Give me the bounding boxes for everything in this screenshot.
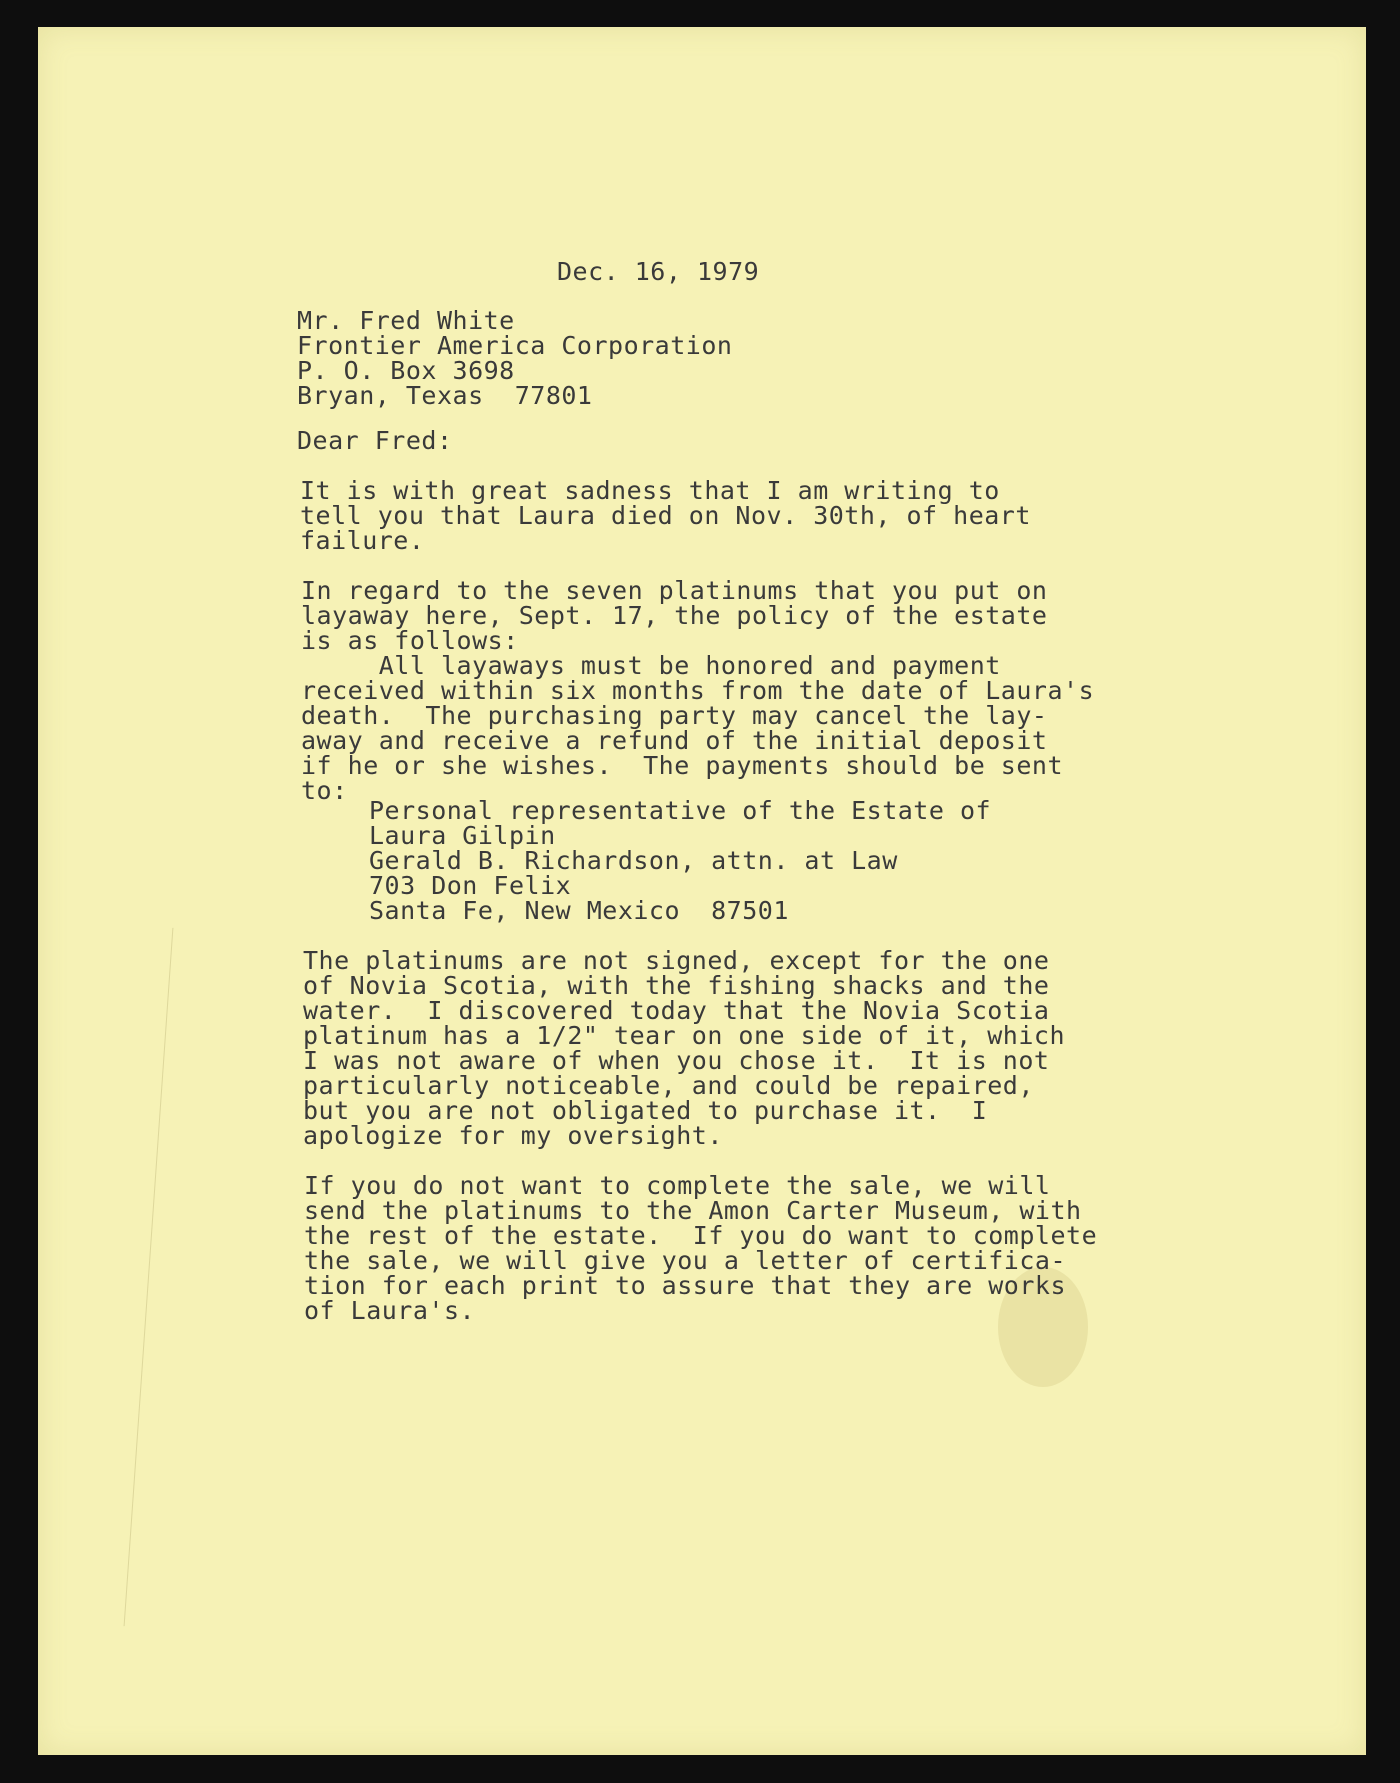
paragraph-line: particularly noticeable, and could be repaired, [303,1071,1034,1100]
paragraph-line: the sale, we will give you a letter of certifica- [304,1246,1067,1275]
payee-line: Laura Gilpin [369,821,556,850]
paragraph-line: if he or she wishes. The payments should be sent [301,751,1064,780]
paragraph-line: In regard to the seven platinums that you put on [301,576,1048,605]
paragraph-line: of Laura's. [304,1296,476,1325]
paragraph-line: away and receive a refund of the initial deposit [301,726,1048,755]
paragraph-line: tell you that Laura died on Nov. 30th, of heart [300,501,1031,530]
address-line: Frontier America Corporation [297,331,733,360]
paragraph-line: but you are not obligated to purchase it. I [303,1096,988,1125]
address-line: Bryan, Texas 77801 [297,381,593,410]
paragraph-line: the rest of the estate. If you do want to complete [304,1221,1098,1250]
address-line: P. O. Box 3698 [297,356,515,385]
paragraph-line: It is with great sadness that I am writing to [300,476,1000,505]
letter-body [38,27,1366,1361]
paragraph-line: layaway here, Sept. 17, the policy of the estate [301,601,1048,630]
salutation: Dear Fred: [297,426,453,455]
paragraph-line: I was not aware of when you chose it. It is not [303,1046,1050,1075]
letter-date: Dec. 16, 1979 [557,257,760,286]
paragraph-line: of Novia Scotia, with the fishing shacks and the [303,971,1050,1000]
paragraph-line: tion for each print to assure that they are works [304,1271,1067,1300]
paragraph-line: to: [301,776,348,805]
paragraph-line: All layaways must be honored and payment [301,651,1001,680]
paragraph-line: water. I discovered today that the Novia Scotia [303,996,1050,1025]
paragraph-line: is as follows: [301,626,519,655]
paragraph-line: If you do not want to complete the sale, we will [304,1171,1051,1200]
address-line: Mr. Fred White [297,306,515,335]
payee-line: Gerald B. Richardson, attn. at Law [369,846,898,875]
payee-line: Santa Fe, New Mexico 87501 [369,896,789,925]
payee-line: 703 Don Felix [369,871,572,900]
paragraph-line: failure. [300,526,425,555]
paragraph-line: received within six months from the date of Laura's [301,676,1095,705]
paragraph-line: platinum has a 1/2" tear on one side of it, which [303,1021,1066,1050]
payee-line: Personal representative of the Estate of [369,796,992,825]
paragraph-line: The platinums are not signed, except for the one [303,946,1050,975]
paragraph-line: send the platinums to the Amon Carter Museum, with [304,1196,1082,1225]
paragraph-line: death. The purchasing party may cancel the lay- [301,701,1048,730]
letter-page [38,27,1366,1755]
paragraph-line: apologize for my oversight. [303,1121,723,1150]
